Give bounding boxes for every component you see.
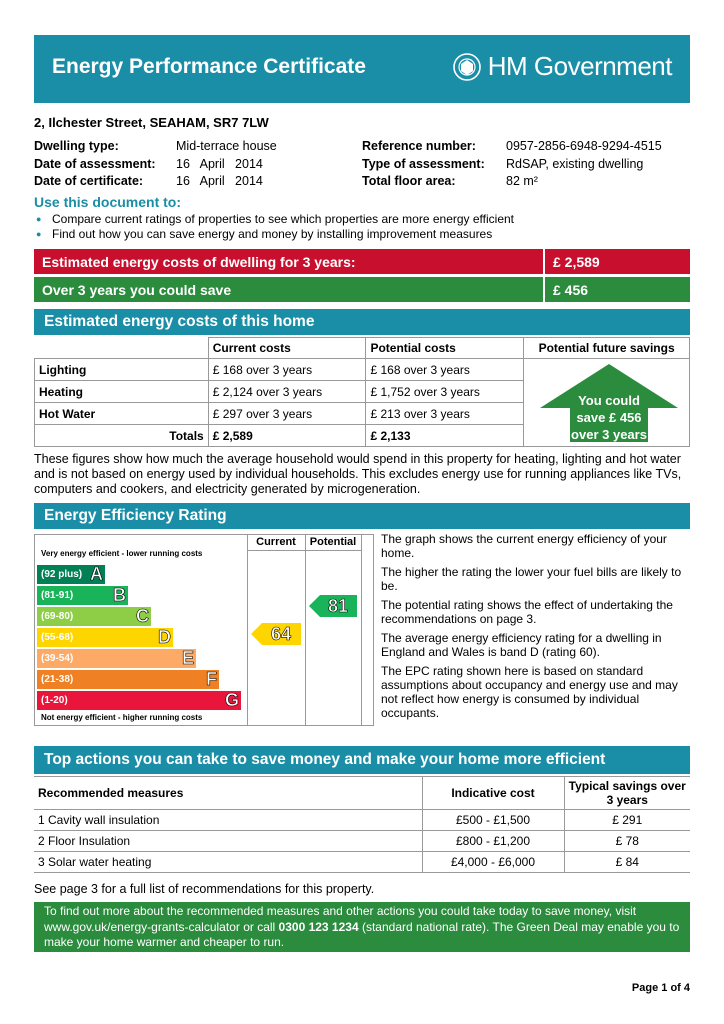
measure-saving: £ 78 [564,831,690,852]
page-number: Page 1 of 4 [631,982,690,994]
band-d [37,628,173,647]
savings-arrow [538,362,680,444]
cost-summary-bar [34,249,543,274]
cost-summary-label: Estimated energy costs of dwelling for 3 years: [42,253,356,270]
use-document-list [34,212,514,242]
eer-paragraph: The EPC rating shown here is based on standard assumptions about occupancy and energy use and may not reflect how energy is consumed by individual occupants. [381,664,678,720]
floor-area-label: Total floor area: [362,174,456,188]
info-text: (standard national rate). The Green Deal may enable you to make your home warmer and cheaper to run. [44,919,680,949]
eer-chart [34,534,374,726]
actions-section-title: Top actions you can take to save money and make your home more efficient [34,746,690,774]
savings-summary-value: £ 456 [553,281,589,298]
band-range: (1-20) [41,695,68,706]
assessment-type-value: RdSAP, existing dwelling [506,156,644,171]
band-range: (92 plus) [41,569,83,580]
floor-area-value: 82 m² [506,174,538,188]
reference-label: Reference number: [362,139,476,153]
assessment-type-label: Type of assessment: [362,156,485,171]
band-b [37,586,128,605]
table-header-row [35,338,690,359]
bullet-item: ● Find out how you can save energy and money by installing improvement measures [34,227,514,242]
measure-name: 3 Solar water heating [34,852,422,873]
savings-arrow-line2: save £ 456 [576,410,642,425]
dwelling-type-value: Mid-terrace house [176,139,277,153]
eer-paragraph: The graph shows the current energy efficiency of your home. [381,532,667,560]
costs-section-title: Estimated energy costs of this home [34,309,690,335]
savings-arrow-line3: over 3 years [571,427,647,442]
row-current: £ 2,124 over 3 years [208,381,366,403]
row-current: £ 297 over 3 years [208,403,366,425]
eer-paragraph: The average energy efficiency rating for a dwelling in England and Wales is band D (rating 60). [381,631,662,659]
use-document-title: Use this document to: [34,194,182,210]
savings-summary-bar [34,277,543,302]
details-right [362,138,662,191]
row-potential: £ 168 over 3 years [366,359,524,381]
band-letter: C [136,606,149,626]
costs-note: These figures show how much the average household would spend in this property for heating, lighting and hot water and is not based on energy used by individual households. This excludes energy use for running appliances like TVs, computers and cookers, and electricity generated by microgeneration. [34,452,682,496]
empty-header-cell [35,338,209,359]
crest-icon [452,52,482,82]
totals-potential: £ 2,133 [366,425,524,447]
totals-current: £ 2,589 [208,425,366,447]
brand-text: HM Government [487,51,672,81]
row-current: £ 168 over 3 years [208,359,366,381]
header-measures: Recommended measures [34,777,422,810]
certificate-date-label: Date of certificate: [34,174,144,188]
hm-government-logo [452,51,672,82]
row-potential: £ 213 over 3 years [366,403,524,425]
measure-name: 1 Cavity wall insulation [34,810,422,831]
assessment-date-value: 16 April 2014 [176,156,263,171]
band-e [37,649,196,668]
band-range: (69-80) [41,611,74,622]
band-f [37,670,219,689]
current-column-header: Current [256,536,296,548]
eer-section-title: Energy Efficiency Rating [34,503,690,529]
potential-column-header: Potential [309,536,357,548]
bullet-item: ● Compare current ratings of properties to see which properties are more energy efficient [34,212,514,227]
actions-footnote: See page 3 for a full list of recommendations for this property. [34,882,375,896]
row-name: Hot Water [35,403,209,425]
header-cost: Indicative cost [422,777,564,810]
eer-bottom-label: Not energy efficient - higher running costs [41,713,203,722]
band-g [37,691,241,710]
potential-rating-arrow [309,595,357,617]
measure-cost: £800 - £1,200 [422,831,564,852]
table-row [34,810,690,831]
reference-value: 0957-2856-6948-9294-4515 [506,139,662,153]
measure-saving: £ 291 [564,810,690,831]
eer-top-label: Very energy efficient - lower running costs [41,549,203,558]
assessment-date-label: Date of assessment: [34,156,156,171]
band-range: (81-91) [41,590,74,601]
header-savings: Typical savings over 3 years [564,777,690,810]
info-text: To find out more about the recommended measures and other actions you could take today to save money, visit www.gov.uk/energy-grants-calculator or call [44,904,637,934]
certificate-date-value: 16 April 2014 [176,174,263,188]
row-name: Heating [35,381,209,403]
details-left [34,138,277,191]
band-range: (55-68) [41,632,74,643]
measure-cost: £4,000 - £6,000 [422,852,564,873]
row-potential: £ 1,752 over 3 years [366,381,524,403]
header-current-costs: Current costs [208,338,366,359]
band-letter: D [158,627,171,647]
eer-paragraph: The potential rating shows the effect of undertaking the recommendations on page 3. [381,598,673,626]
eer-description [381,532,691,725]
band-letter: E [181,648,194,668]
table-header-row [34,777,690,810]
band-a [37,565,105,584]
savings-summary-value-box [545,277,690,302]
measure-name: 2 Floor Insulation [34,831,422,852]
savings-arrow-line1: You could [578,393,640,408]
header-banner [34,35,690,103]
table-row [34,852,690,873]
band-letter: B [113,585,126,605]
row-name: Lighting [35,359,209,381]
savings-summary-label: Over 3 years you could save [42,281,232,298]
totals-label: Totals [35,425,209,447]
measure-cost: £500 - £1,500 [422,810,564,831]
band-letter: A [90,564,103,584]
header-potential-costs: Potential costs [366,338,524,359]
cost-summary-value-box [545,249,690,274]
current-rating-arrow [251,623,301,645]
actions-table [34,776,690,873]
potential-rating-value: 81 [327,596,349,616]
band-range: (39-54) [41,653,74,664]
eer-paragraph: The higher the rating the lower your fuel bills are likely to be. [381,565,682,593]
band-letter: G [224,690,239,710]
current-rating-value: 64 [270,624,292,644]
measure-saving: £ 84 [564,852,690,873]
page-title: Energy Performance Certificate [52,55,366,78]
header-future-savings: Potential future savings [524,338,690,359]
phone-number[interactable]: 0300 123 1234 [278,919,359,934]
cost-summary-value: £ 2,589 [553,253,600,270]
band-range: (21-38) [41,674,74,685]
info-box [34,902,690,952]
table-row [34,831,690,852]
band-letter: F [206,669,217,689]
dwelling-type-label: Dwelling type: [34,139,119,153]
band-c [37,607,151,626]
property-address: 2, Ilchester Street, SEAHAM, SR7 7LW [34,115,269,130]
